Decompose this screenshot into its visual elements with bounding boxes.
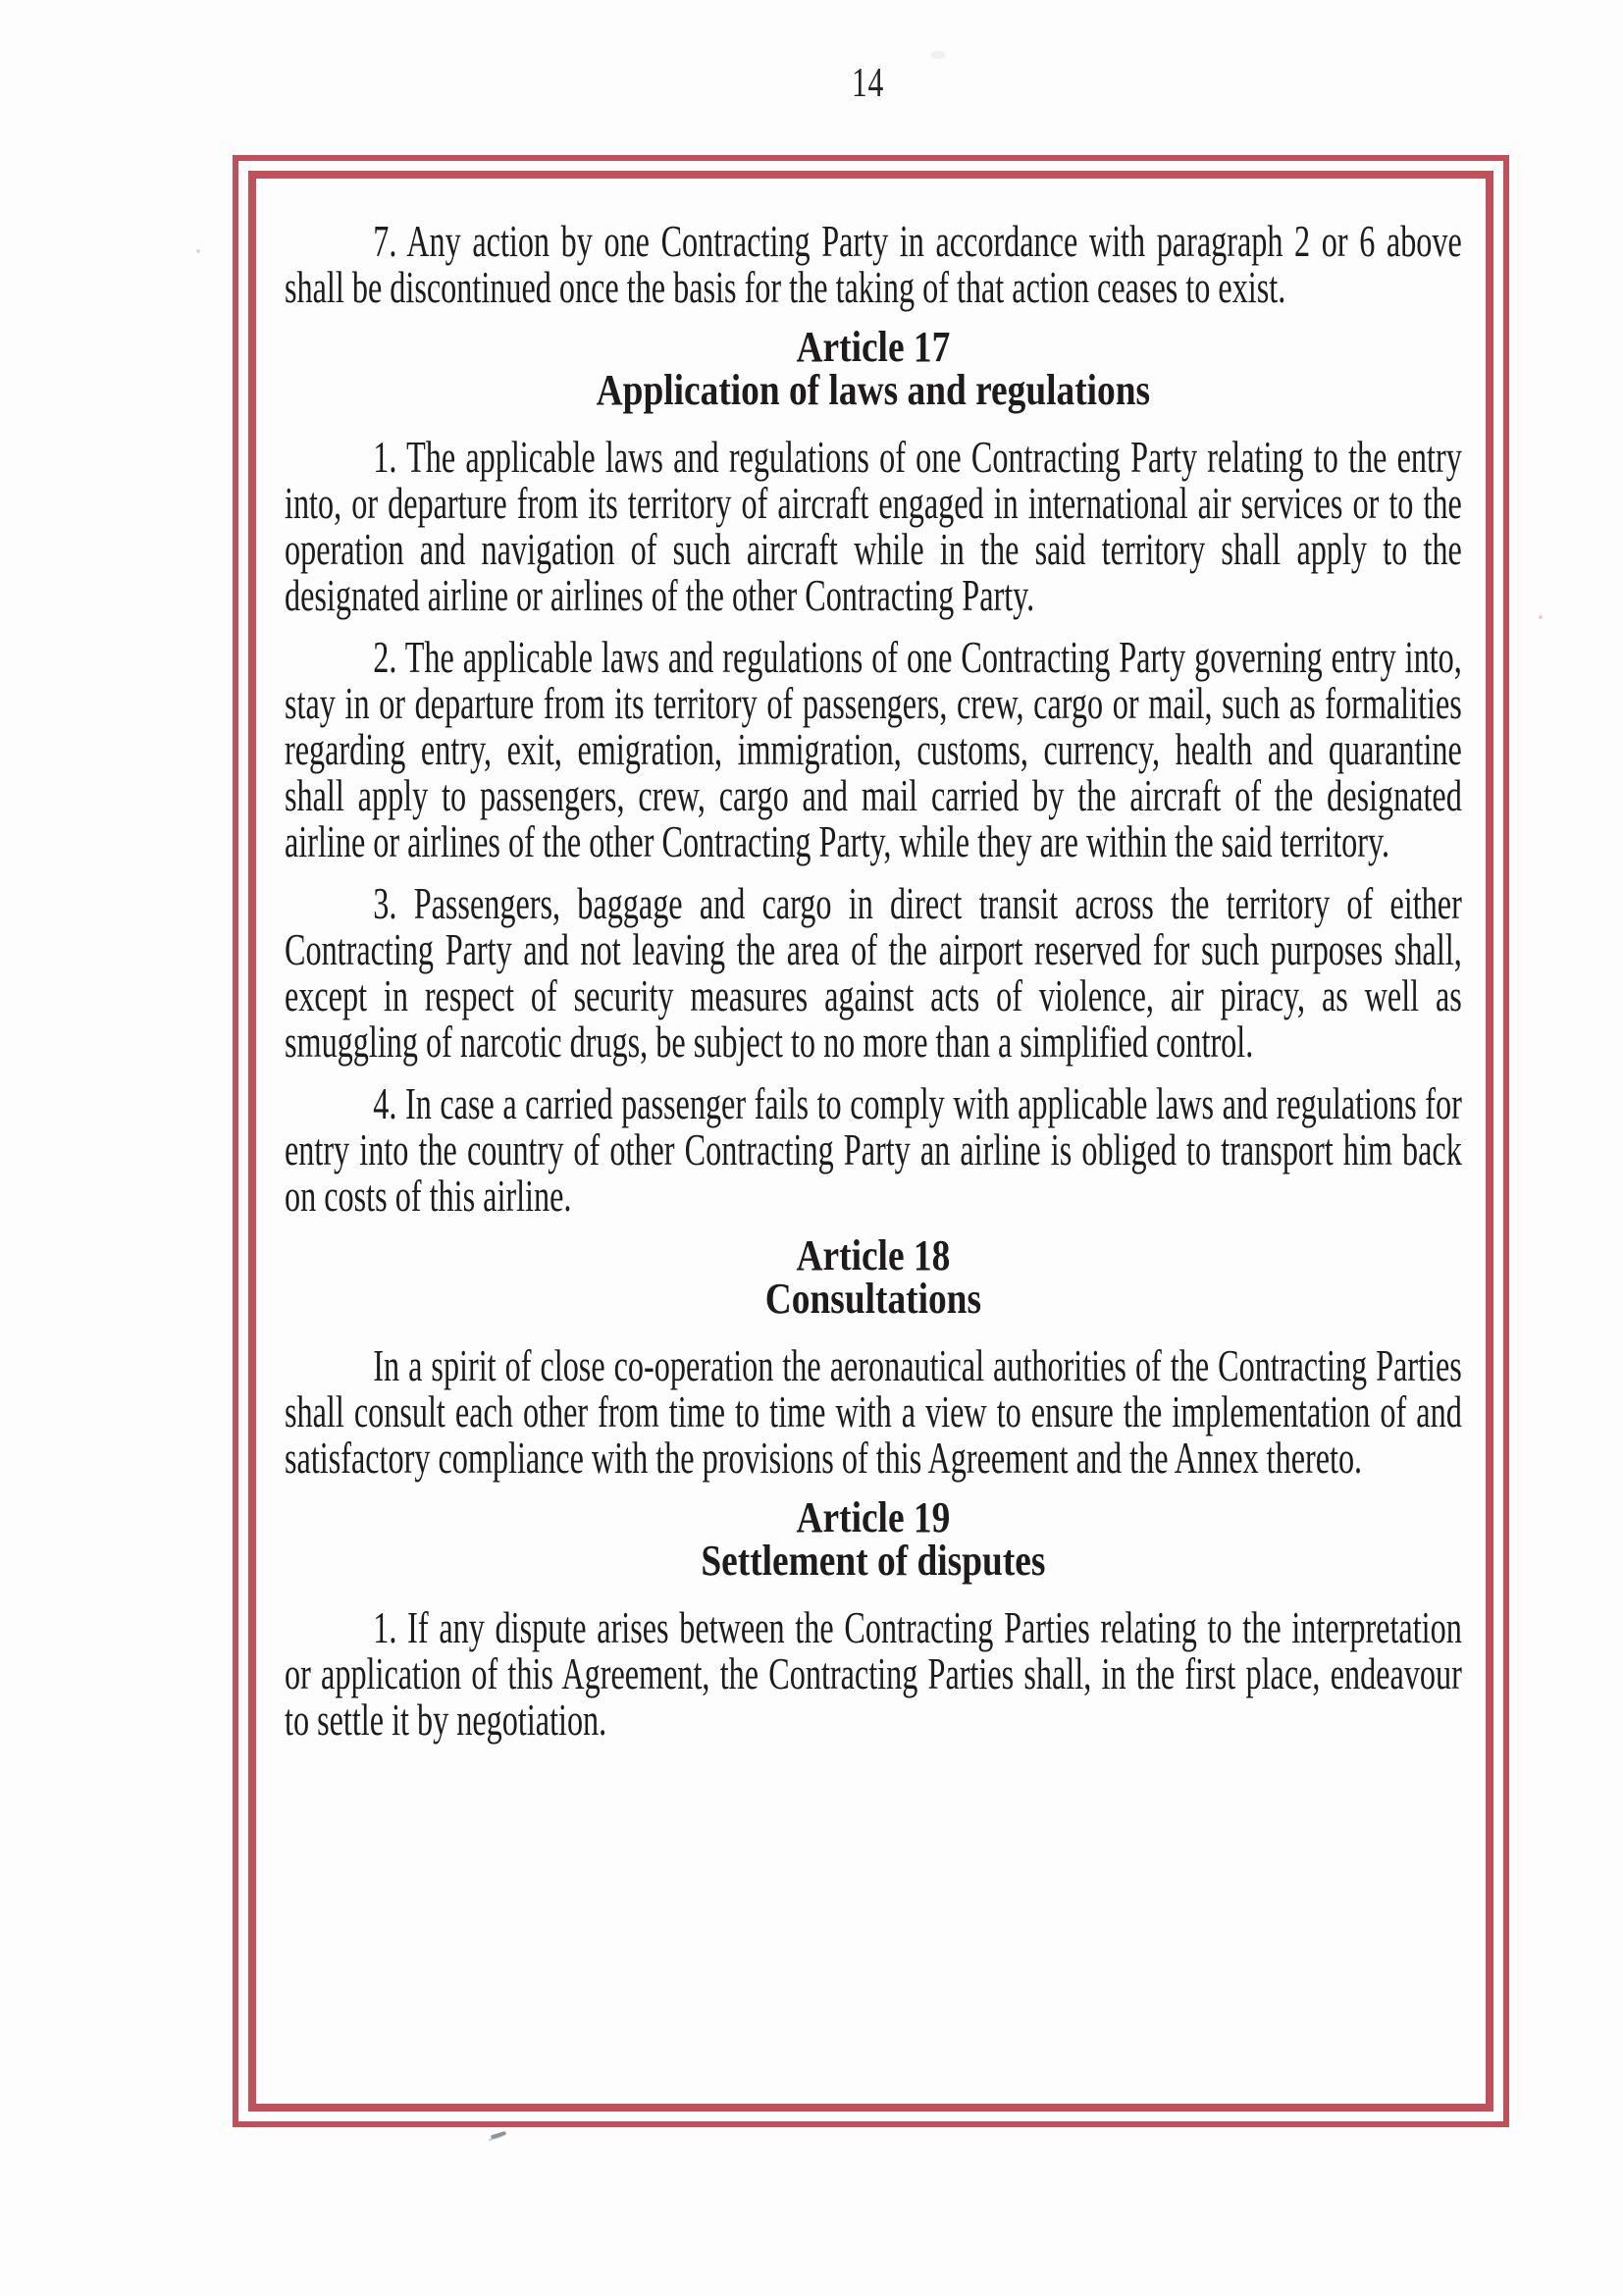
article-18-number: Article 18 <box>796 1231 951 1279</box>
article-19-paragraph-1: 1. If any dispute arises between the Contracting Parties relating to the interpretation or application of this Agreement, the Contracting Parties shall, in the first place, endeavour to settle it by negotiation. <box>285 1602 1462 1745</box>
decorative-border-frame-outer <box>233 155 1509 2127</box>
article-17-paragraph-3: 3. Passengers, baggage and cargo in direct transit across the territory of either Contracting Party and not leaving the area of the airport reserved for such purposes shall, except in respect of security measures against acts of violence, air piracy, as well as smuggling of narcotic drugs, be subject to no more than a simplified control. <box>285 878 1462 1067</box>
article-19-heading <box>248 1493 1493 1585</box>
paragraph-7: 7. Any action by one Contracting Party in accordance with paragraph 2 or 6 above shall be discontinued once the basis for the taking of that action ceases to exist. <box>285 216 1462 312</box>
page-number: 14 <box>852 61 884 106</box>
article-18-heading <box>248 1231 1493 1323</box>
article-19-number: Article 19 <box>796 1493 951 1541</box>
scan-speck <box>1539 615 1543 619</box>
article-17-paragraph-2: 2. The applicable laws and regulations of one Contracting Party governing entry into, stay in or departure from its territory of passengers, crew, cargo or mail, such as formalities regarding entry, exit, emigration, immigration, customs, currency, health and quarantine shall apply to passengers, crew, cargo and mail carried by the aircraft of the designated airline or airlines of the other Contracting Party, while they are within the said territory. <box>285 632 1462 866</box>
article-17-heading <box>248 323 1493 414</box>
article-17-paragraph-4: 4. In case a carried passenger fails to comply with applicable laws and regulations for entry into the country of other Contracting Party an airline is obliged to transport him back on costs of this airline. <box>285 1078 1462 1221</box>
article-17-title: Application of laws and regulations <box>596 366 1151 414</box>
pen-mark <box>491 2131 506 2140</box>
decorative-border-frame-inner <box>248 171 1493 2112</box>
article-18-title: Consultations <box>764 1275 982 1323</box>
scan-speck <box>196 249 200 253</box>
article-17-paragraph-1: 1. The applicable laws and regulations of one Contracting Party relating to the entry into, or departure from its territory of aircraft engaged in international air services or to the operation and navigation of such aircraft while in the said territory shall apply to the designated airline or airlines of the other Contracting Party. <box>285 432 1462 620</box>
document-body <box>285 218 1462 1743</box>
scan-smudge <box>930 51 946 59</box>
article-19-title: Settlement of disputes <box>701 1537 1046 1585</box>
article-18-paragraph: In a spirit of close co-operation the aeronautical authorities of the Contracting Parties shall consult each other from time to time with a view to ensure the implementation of and satisfactory compliance with the provisions of this Agreement and the Annex thereto. <box>285 1340 1462 1483</box>
article-17-number: Article 17 <box>796 323 951 371</box>
